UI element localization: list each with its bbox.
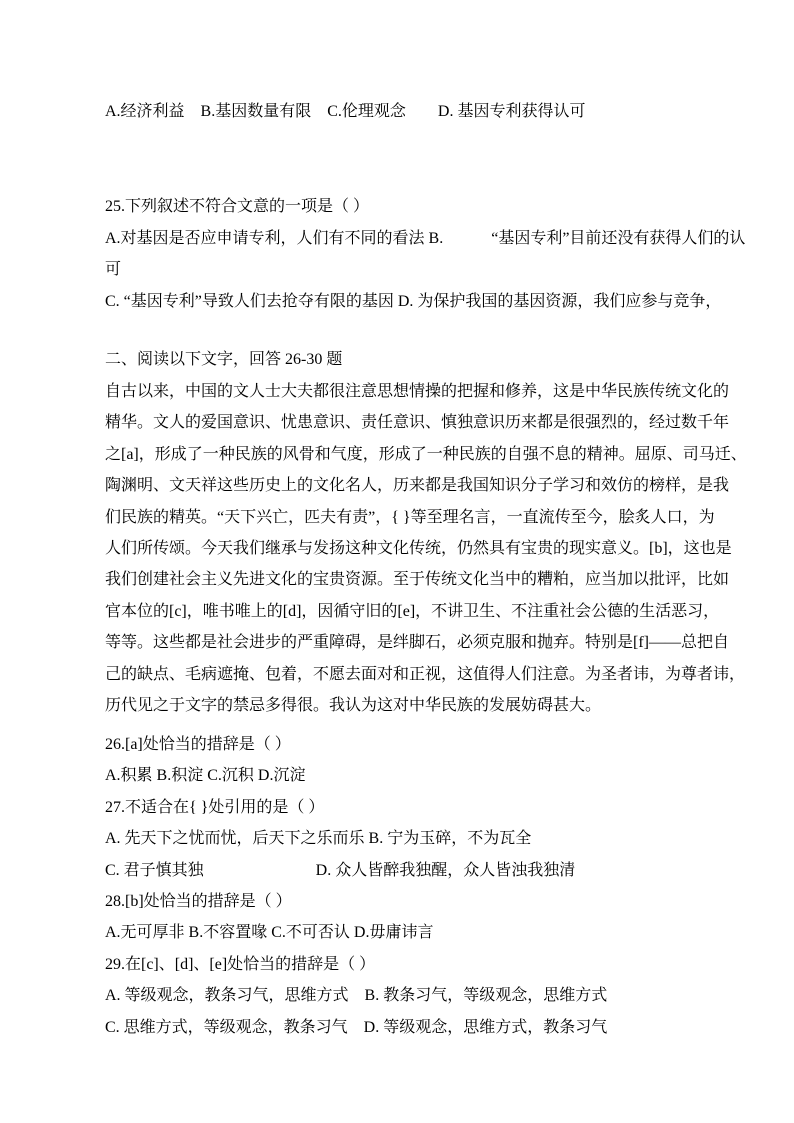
question-25 — [105, 191, 746, 317]
q29-options-line-cd: C. 思维方式，等级观念，教条习气 D. 等级观念，思维方式，教条习气 — [105, 1018, 608, 1036]
passage-line: 官本位的[c]，唯书唯上的[d]，因循守旧的[e]，不讲卫生、不注重社会公德的生活恶习， — [105, 602, 720, 620]
questions-26-29 — [105, 729, 734, 1044]
q25-options-line-cd: C. “基因专利”导致人们去抢夺有限的基因 D. 为保护我国的基因资源，我们应参与竞争， — [105, 292, 722, 310]
q29-stem: 29.在[c]、[d]、[e]处恰当的措辞是（ ） — [105, 955, 376, 973]
q25-options-overflow: 可 — [105, 261, 122, 279]
passage-line: 们民族的精英。“天下兴亡，匹夫有责”，{ }等至理名言，一直流传至今，脍炙人口，为 — [105, 508, 715, 526]
q27-options-line-cd: C. 君子慎其独 D. 众人皆醉我独醒，众人皆浊我独清 — [105, 861, 576, 879]
passage-line: 己的缺点、毛病遮掩、包着，不愿去面对和正视，这值得人们注意。为圣者讳，为尊者讳， — [105, 665, 746, 683]
section-heading: 二、阅读以下文字，回答 26-30 题 — [105, 351, 343, 369]
passage-line: 等等。这些都是社会进步的严重障碍，是绊脚石，必须克服和抛弃。特别是[f]——总把自 — [105, 634, 729, 652]
q26-options-line: A.积累 B.积淀 C.沉积 D.沉淀 — [105, 767, 306, 785]
q26-stem: 26.[a]处恰当的措辞是（ ） — [105, 735, 291, 753]
passage-line: 历代见之于文字的禁忌多得很。我认为这对中华民族的发展妨碍甚大。 — [105, 697, 602, 715]
q28-stem: 28.[b]处恰当的措辞是（ ） — [105, 892, 292, 910]
q27-stem: 27.不适合在{ }处引用的是（ ） — [105, 798, 325, 816]
passage-line: 自古以来，中国的文人士大夫都很注意思想情操的把握和修养，这是中华民族传统文化的 — [105, 382, 730, 400]
reading-passage — [105, 376, 747, 722]
q25-options-line-ab: A.对基因是否应申请专利，人们有不同的看法 B. “基因专利”目前还没有获得人们的认 — [105, 229, 746, 247]
q29-options-line-ab: A. 等级观念，教条习气，思维方式 B. 教条习气，等级观念，思维方式 — [105, 987, 608, 1005]
passage-line: 之[a]，形成了一种民族的风骨和气度，形成了一种民族的自强不息的精神。屈原、司马迁、 — [105, 445, 747, 463]
q27-options-line-ab: A. 先天下之忧而忧，后天下之乐而乐 B. 宁为玉碎，不为瓦全 — [105, 830, 532, 848]
passage-line: 我们创建社会主义先进文化的宝贵资源。至于传统文化当中的糟粕，应当加以批评，比如 — [105, 571, 730, 589]
passage-line: 精华。文人的爱国意识、忧患意识、责任意识、慎独意识历来都是很强烈的，经过数千年 — [105, 414, 730, 432]
q25-stem: 25.下列叙述不符合文意的一项是（ ） — [105, 198, 370, 216]
q24-options-line: A.经济利益 B.基因数量有限 C.伦理观念 D. 基因专利获得认可 — [105, 103, 586, 120]
q28-options-line: A.无可厚非 B.不容置喙 C.不可否认 D.毋庸讳言 — [105, 924, 434, 942]
page-content — [0, 96, 794, 1043]
passage-line: 人们所传颂。今天我们继承与发扬这种文化传统，仍然具有宝贵的现实意义。[b]，这也是 — [105, 539, 732, 557]
passage-line: 陶渊明、文天祥这些历史上的文化名人，历来都是我国知识分子学习和效仿的榜样，是我 — [105, 477, 730, 495]
